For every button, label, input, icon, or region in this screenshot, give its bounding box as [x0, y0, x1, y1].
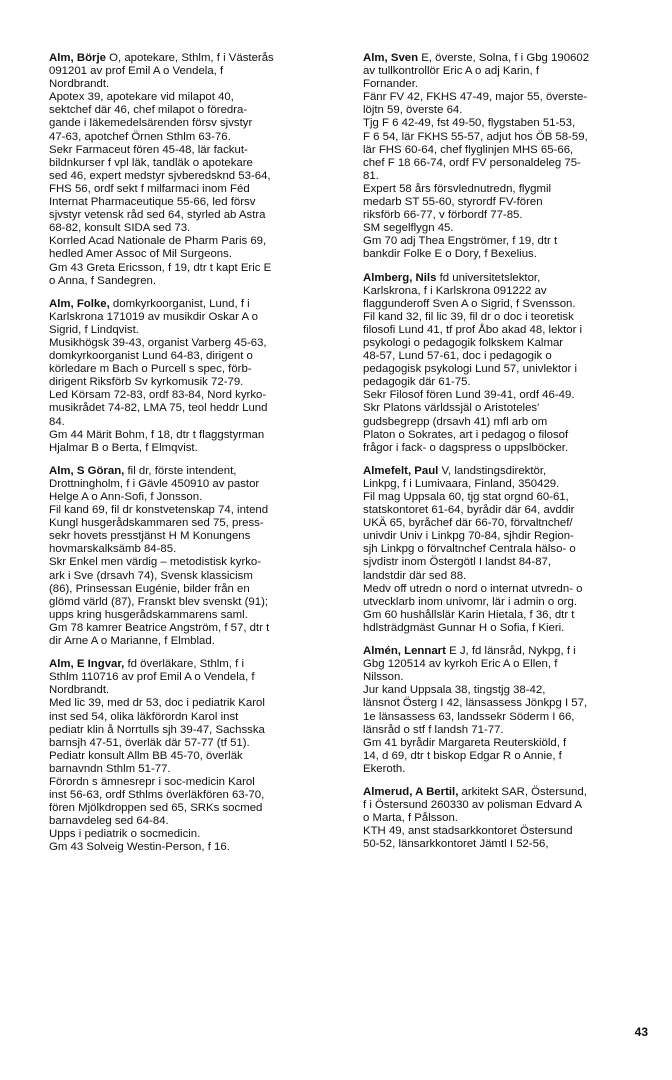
entry-name: Almén, Lennart [363, 645, 446, 658]
page-number: 43 [634, 1025, 648, 1039]
entry-name: Alm, S Göran, [49, 464, 125, 477]
left-column [49, 52, 345, 865]
entry: Almerud, A Bertil, arkitekt SAR, Östersund, f i Östersund 260330 av polisman Edvard A o Marta, f Pålsson. KTH 49, anst stadsarkkontoret Östersund 50-52, länsarkkontoret Jämtl I 52-56, [363, 785, 587, 851]
entry-name: Almberg, Nils [363, 271, 437, 284]
entry-name: Alm, Sven [363, 52, 419, 64]
entry: Alm, Sven E, överste, Solna, f i Gbg 190602 av tullkontrollör Eric A o adj Karin, f Fornander. Fänr FV 42, FKHS 47-49, major 55, överste- löjtn 59, överste 64. Tjg F 6 42-49, fst 49-50, flygstaben 51-53, F 6 54, lär FKHS 55-57, adjut hos ÖB 58-59, lär FHS 60-64, chef flyglinjen MHS 65-66, chef F 18 66-74, ordf FV personaldeleg 75- 81. Expert 58 års försvlednutredn, flygmil medarb ST 55-60, styrordf FV-fören riksförb 66-77, v förbordf 77-85. SM segelflygn 45. Gm 70 adj Thea Engströmer, f 19, dtr t bankdir Folke E o Dory, f Bexelius. [363, 52, 590, 261]
entry: Almén, Lennart E J, fd länsråd, Nykpg, f i Gbg 120514 av kyrkoh Eric A o Ellen, f Nilsson. Jur kand Uppsala 38, tingstjg 38-42, länsnot Österg I 42, länsassess Jönkpg I 57, 1e länsassess 63, landssekr Söderm I 66, länsråd o stf f landsh 71-77. Gm 41 byrådir Margareta Reuterskiöld, f 14, d 69, dtr t biskop Edgar R o Annie, f Ekeroth. [363, 645, 588, 775]
entry: Almefelt, Paul V, landstingsdirektör, Linkpg, f i Lumivaara, Finland, 350429. Fil mag Uppsala 60, tjg stat orgnd 60-61, statskontoret 61-64, byrådir där 64, avddir UKÄ 65, byråchef där 66-70, förvaltnchef/ univdir Univ i Linkpg 70-84, sjhdir Region- sjh Linkpg o förvaltnchef Centrala hälso- o sjvdistr inom Östergötl I landst 84-87, landstdir där sed 88. Medv off utredn o nord o internat utvredn- o utvecklarb inom univomr, lär i admin o org. Gm 60 hushållslär Karin Hietala, f 36, dtr t hdlsträdgmäst Gunnar H o Sofia, f Kieri. [363, 464, 583, 634]
entry: Alm, Börje O, apotekare, Sthlm, f i Västerås 091201 av prof Emil A o Vendela, f Nordbrandt. Apotex 39, apotekare vid milapot 40, sektchef där 46, chef milapot o föredra- gande i läkemedelsärenden försv sjvstyr 47-63, apotchef Örnen Sthlm 63-76. Sekr Farmaceut fören 45-48, lär fackut- bildnkurser f vpl läk, tandläk o apotekare sed 46, expert medstyr sjvberedsknd 53-64, FHS 56, ordf sekt f milfarmaci inom Féd Internat Pharmaceutique 55-66, led försv sjvstyr vetensk råd sed 64, styrled ab Astra 68-82, konsult SIDA sed 73. Korrled Acad Nationale de Pharm Paris 69, hedled Amer Assoc of Mil Surgeons. Gm 43 Greta Ericsson, f 19, dtr t kapt Eric E o Anna, f Sandegren. [49, 52, 274, 287]
entry-name: Alm, Börje [49, 52, 106, 64]
entry: Alm, E Ingvar, fd överläkare, Sthlm, f i Sthlm 110716 av prof Emil A o Vendela, f Nordbrandt. Med lic 39, med dr 53, doc i pediatrik Karol inst sed 54, olika läkförordn Karol inst pediatr klin å Norrtulls sjh 39-47, Sachsska barnsjh 47-51, överläk där 57-77 (tf 51). Pediatr konsult Allm BB 45-70, överläk barnavndn Sthlm 51-77. Förordn s ämnesrepr i soc-medicin Karol inst 56-63, ordf Sthlms överläkfören 63-70, fören Mjölkdroppen sed 65, SRKs socmed barnavdeleg sed 64-84. Upps i pediatrik o socmedicin. Gm 43 Solveig Westin-Person, f 16. [49, 658, 265, 854]
right-column [363, 52, 663, 861]
entry-name: Almerud, A Bertil, [363, 785, 459, 798]
entry: Alm, Folke, domkyrkoorganist, Lund, f i Karlskrona 171019 av musikdir Oskar A o Sigrid, f Lindqvist. Musikhögsk 39-43, organist Varberg 45-63, domkyrkoorganist Lund 64-83, dirigent o körledare m Bach o Purcell s spec, förb- dirigent Riksförb Sv kyrkomusik 72-79. Led Körsam 72-83, ordf 83-84, Nord kyrko- musikrådet 74-82, LMA 75, teol heddr Lund 84. Gm 44 Märit Bohm, f 18, dtr t flaggstyrman Hjalmar B o Berta, f Elmqvist. [49, 297, 268, 454]
entry-name: Alm, E Ingvar, [49, 658, 125, 671]
entry: Alm, S Göran, fil dr, förste intendent, Drottningholm, f i Gävle 450910 av pastor Helge A o Ann-Sofi, f Jonsson. Fil kand 69, fil dr konstvetenskap 74, intend Kungl husgerådskammaren sed 75, press- sekr hovets presstjänst H M Konungens hovmarskalksämb 84-85. Skr Enkel men värdig – metodistisk kyrko- ark i Sve (drsavh 74), Svensk klassicism (86), Prinsessan Eugénie, bilder från en glömd värld (87), Franskt blev svenskt (91); upps kring husgerådskammarens saml. Gm 78 kamrer Beatrice Angström, f 57, dtr t dir Arne A o Marianne, f Elmblad. [49, 464, 270, 648]
entry-name: Alm, Folke, [49, 297, 110, 310]
entry-name: Almefelt, Paul [363, 464, 439, 477]
entry: Almberg, Nils fd universitetslektor, Karlskrona, f i Karlskrona 091222 av flaggunderoff Sven A o Sigrid, f Svensson. Fil kand 32, fil lic 39, fil dr o doc i teoretisk filosofi Lund 41, tf prof Åbo akad 48, lektor i psykologi o pedagogik folkskem Kalmar 48-57, Lund 57-61, doc i pedagogik o pedagogisk psykologi Lund 57, univlektor i pedagogik där 61-75. Sekr Filosof fören Lund 39-41, ordf 46-49. Skr Platons världssjäl o Aristoteles' gudsbegrepp (drsavh 41) mfl arb om Platon o Sokrates, art i pedagog o filosof frågor i fack- o dagspress o uppslböcker. [363, 271, 583, 454]
